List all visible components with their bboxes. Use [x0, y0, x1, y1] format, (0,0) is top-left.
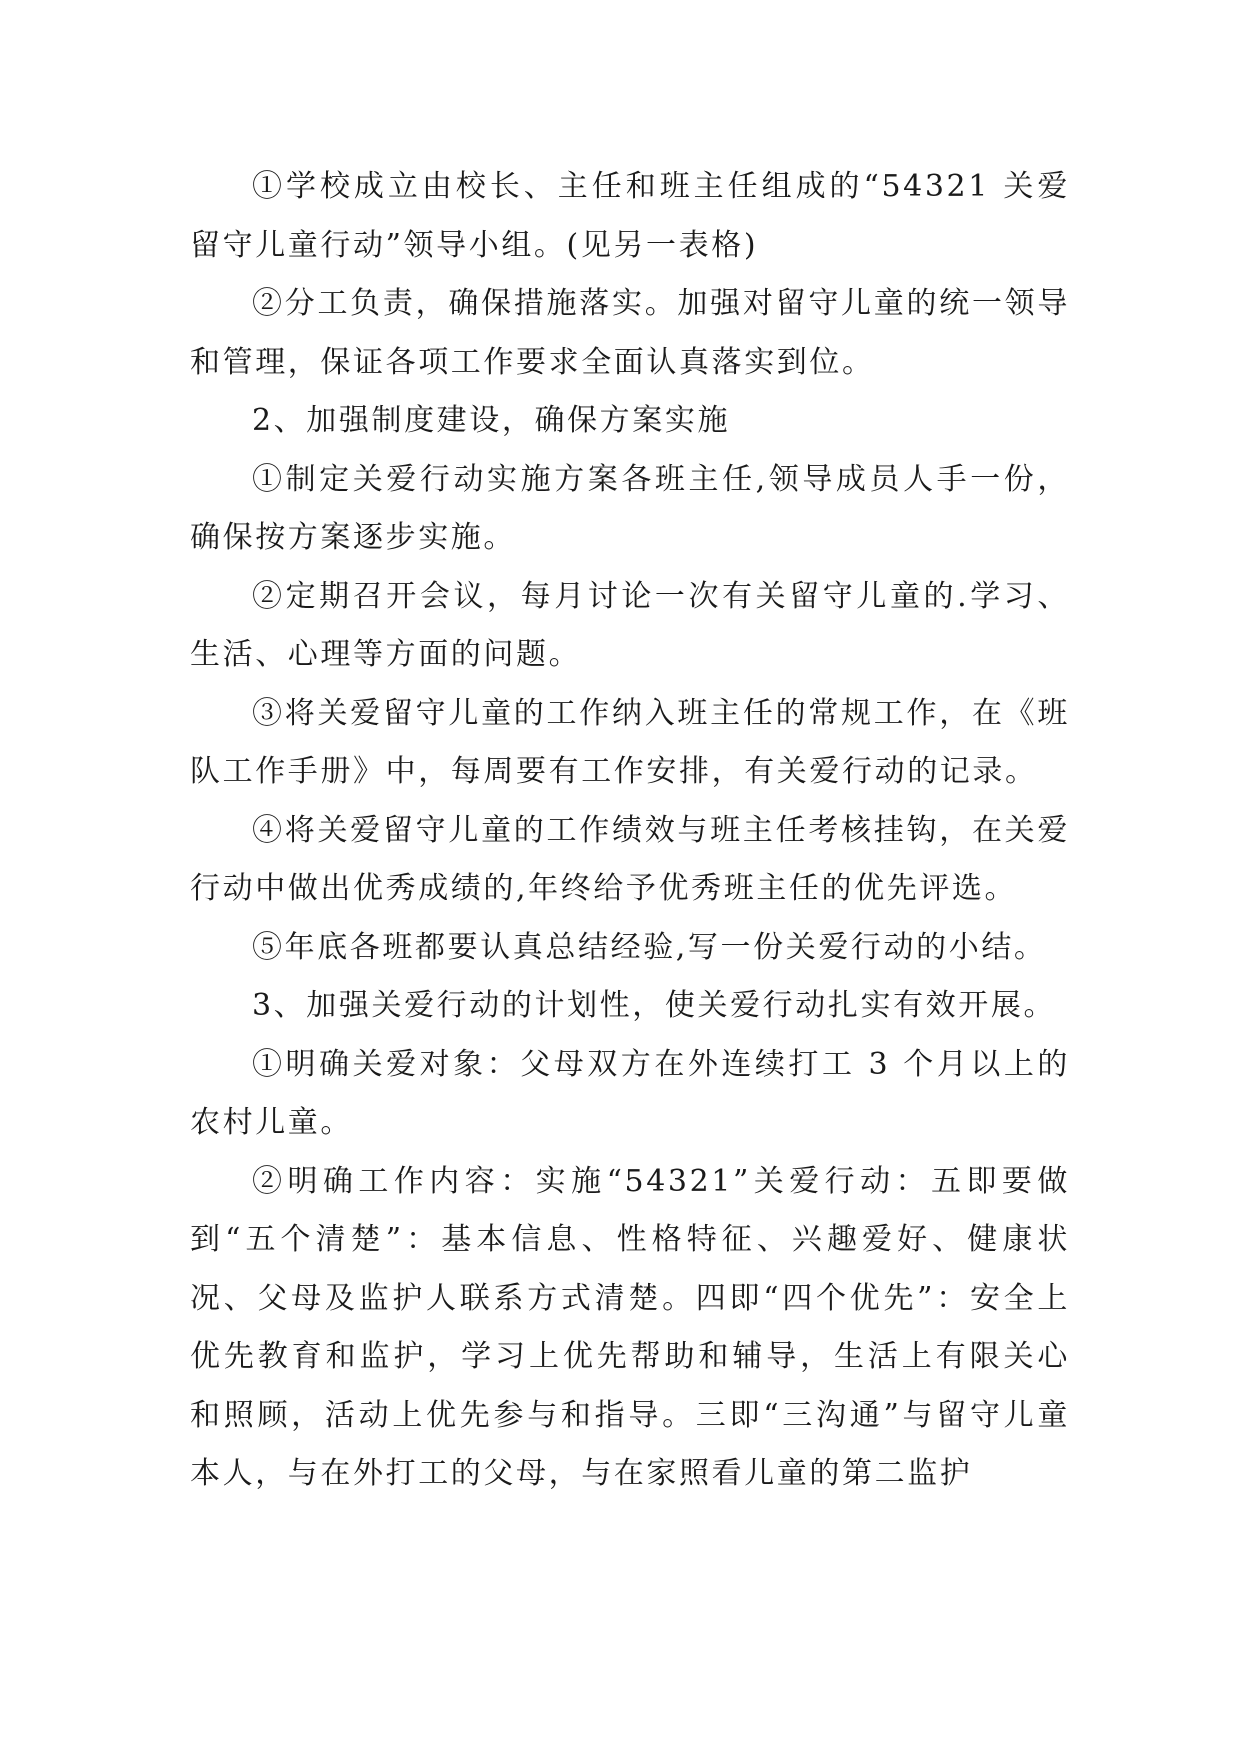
paragraph-2: ②分工负责，确保措施落实。加强对留守儿童的统一领导和管理，保证各项工作要求全面认真落实到位。 — [190, 286, 1070, 380]
section-heading-2: 2、加强制度建设，确保方案实施 — [252, 403, 731, 438]
paragraph-1: ①学校成立由校长、主任和班主任组成的“54321 关爱留守儿童行动”领导小组。(见另一表格) — [190, 169, 1070, 263]
paragraph-6: ④将关爱留守儿童的工作绩效与班主任考核挂钩，在关爱行动中做出优秀成绩的,年终给予优秀班主任的优先评选。 — [190, 812, 1070, 906]
paragraph-3: ①制定关爱行动实施方案各班主任,领导成员人手一份，确保按方案逐步实施。 — [190, 461, 1070, 555]
paragraph-9: ②明确工作内容：实施“54321”关爱行动：五即要做到“五个清楚”：基本信息、性格特征、兴趣爱好、健康状况、父母及监护人联系方式清楚。四即“四个优先”：安全上优先教育和监护，学习上优先帮助和辅导，生活上有限关心和照顾，活动上优先参与和指导。三即“三沟通”与留守儿童本人，与在外打工的父母，与在家照看儿童的第二监护 — [190, 1163, 1070, 1491]
paragraph-8: ①明确关爱对象：父母双方在外连续打工 3 个月以上的农村儿童。 — [190, 1046, 1070, 1140]
section-heading-3: 3、加强关爱行动的计划性，使关爱行动扎实有效开展。 — [252, 988, 1057, 1023]
document-body — [190, 158, 1070, 1504]
paragraph-7: ⑤年底各班都要认真总结经验,写一份关爱行动的小结。 — [252, 929, 1047, 965]
paragraph-4: ②定期召开会议，每月讨论一次有关留守儿童的.学习、生活、心理等方面的问题。 — [190, 578, 1070, 672]
paragraph-5: ③将关爱留守儿童的工作纳入班主任的常规工作，在《班队工作手册》中，每周要有工作安排，有关爱行动的记录。 — [190, 695, 1070, 789]
